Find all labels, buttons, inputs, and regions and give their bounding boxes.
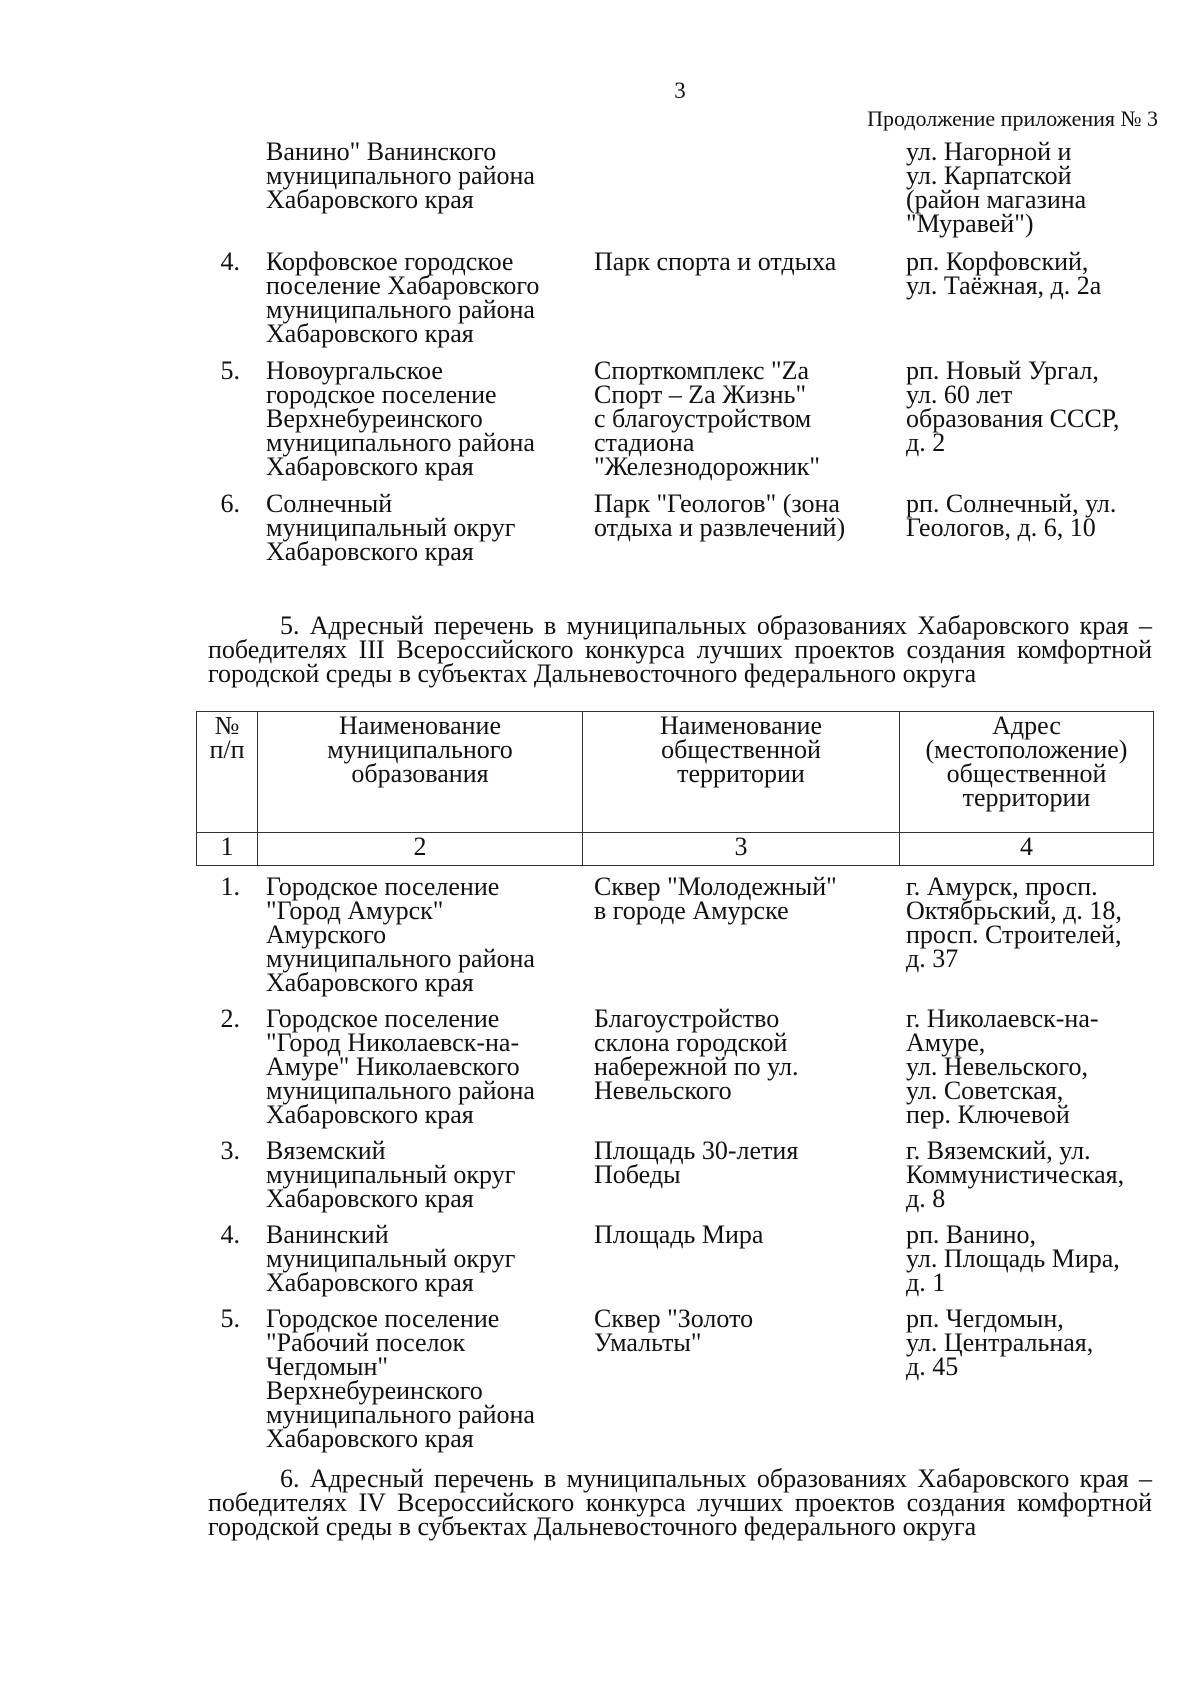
territory-name: Благоустройство склона городской набережной по ул. Невельского bbox=[594, 1004, 799, 1105]
column-header-municipality: Наименование муниципального образования bbox=[258, 712, 583, 833]
page-number: 3 bbox=[674, 78, 686, 103]
municipality-name: Ванинский муниципальный округ Хабаровского края bbox=[266, 1220, 516, 1297]
column-header-territory: Наименование общественной территории bbox=[583, 712, 900, 833]
territory-address: ул. Нагорной и ул. Карпатской (район магазина "Муравей") bbox=[906, 137, 1087, 238]
municipality-name: Корфовское городское поселение Хабаровского муниципального района Хабаровского края bbox=[266, 247, 540, 348]
territory-name: Сквер "Золото Умальты" bbox=[594, 1304, 754, 1357]
column-header-address: Адрес (местоположение) общественной территории bbox=[900, 712, 1154, 833]
row-number: 1. bbox=[220, 872, 240, 901]
row-number: 5. bbox=[220, 1304, 240, 1333]
column-header-number: № п/п bbox=[197, 712, 258, 833]
column-number-label: 3 bbox=[583, 833, 900, 866]
territory-name: Спорткомплекс "Za Спорт – Zа Жизнь" с благоустройством стадиона "Железнодорожник" bbox=[594, 356, 821, 481]
continuation-label: Продолжение приложения № 3 bbox=[867, 106, 1158, 131]
territory-name: Парк спорта и отдыха bbox=[594, 247, 837, 276]
row-number: 4. bbox=[220, 247, 240, 276]
row-number: 4. bbox=[220, 1220, 240, 1249]
territory-address: рп. Новый Ургал, ул. 60 лет образования СССР, д. 2 bbox=[906, 356, 1120, 457]
territory-name: Площадь 30-летия Победы bbox=[594, 1136, 799, 1189]
municipality-name: Ванино" Ванинского муниципального района Хабаровского края bbox=[266, 137, 535, 214]
row-number: 5. bbox=[220, 356, 240, 385]
territory-address: г. Амурск, просп. Октябрьский, д. 18, просп. Строителей, д. 37 bbox=[906, 872, 1122, 973]
table-header bbox=[196, 711, 1154, 866]
territory-address: рп. Ванино, ул. Площадь Мира, д. 1 bbox=[906, 1220, 1120, 1297]
municipality-name: Городское поселение "Рабочий поселок Чегдомын" Верхнебуреинского муниципального района Хабаровского края bbox=[266, 1304, 535, 1453]
section-6-heading: 6. Адресный перечень в муниципальных образованиях Хабаровского края – победителях IV Всероссийского конкурса лучших проектов создания комфортной городской среды в субъектах Дальневосточного федерального округа bbox=[208, 1464, 1152, 1541]
municipality-name: Вяземский муниципальный округ Хабаровского края bbox=[266, 1136, 516, 1213]
municipality-name: Городское поселение "Город Амурск" Амурского муниципального района Хабаровского края bbox=[266, 872, 535, 997]
column-number-label: 1 bbox=[197, 833, 258, 866]
column-number-label: 4 bbox=[900, 833, 1154, 866]
municipality-name: Новоургальское городское поселение Верхнебуреинского муниципального района Хабаровского края bbox=[266, 356, 535, 481]
territory-address: г. Николаевск-на- Амуре, ул. Невельского, ул. Советская, пер. Ключевой bbox=[906, 1004, 1099, 1129]
section-5-heading: 5. Адресный перечень в муниципальных образованиях Хабаровского края – победителях III Всероссийского конкурса лучших проектов создания комфортной городской среды в субъектах Дальневосточного федерального округа bbox=[208, 611, 1152, 688]
row-number: 2. bbox=[220, 1004, 240, 1033]
municipality-name: Городское поселение "Город Николаевск-на- Амуре" Николаевского муниципального района Хабаровского края bbox=[266, 1004, 535, 1129]
territory-address: рп. Солнечный, ул. Геологов, д. 6, 10 bbox=[906, 489, 1117, 542]
row-number: 6. bbox=[220, 489, 240, 518]
column-number-label: 2 bbox=[258, 833, 583, 866]
territory-name: Сквер "Молодежный" в городе Амурске bbox=[594, 872, 837, 925]
municipality-name: Солнечный муниципальный округ Хабаровского края bbox=[266, 489, 516, 566]
territory-name: Парк "Геологов" (зона отдыха и развлечений) bbox=[594, 489, 846, 542]
territory-address: рп. Чегдомын, ул. Центральная, д. 45 bbox=[906, 1304, 1094, 1381]
territory-address: рп. Корфовский, ул. Таёжная, д. 2а bbox=[906, 247, 1102, 300]
row-number: 3. bbox=[220, 1136, 240, 1165]
territory-address: г. Вяземский, ул. Коммунистическая, д. 8 bbox=[906, 1136, 1125, 1213]
territory-name: Площадь Мира bbox=[594, 1220, 764, 1249]
